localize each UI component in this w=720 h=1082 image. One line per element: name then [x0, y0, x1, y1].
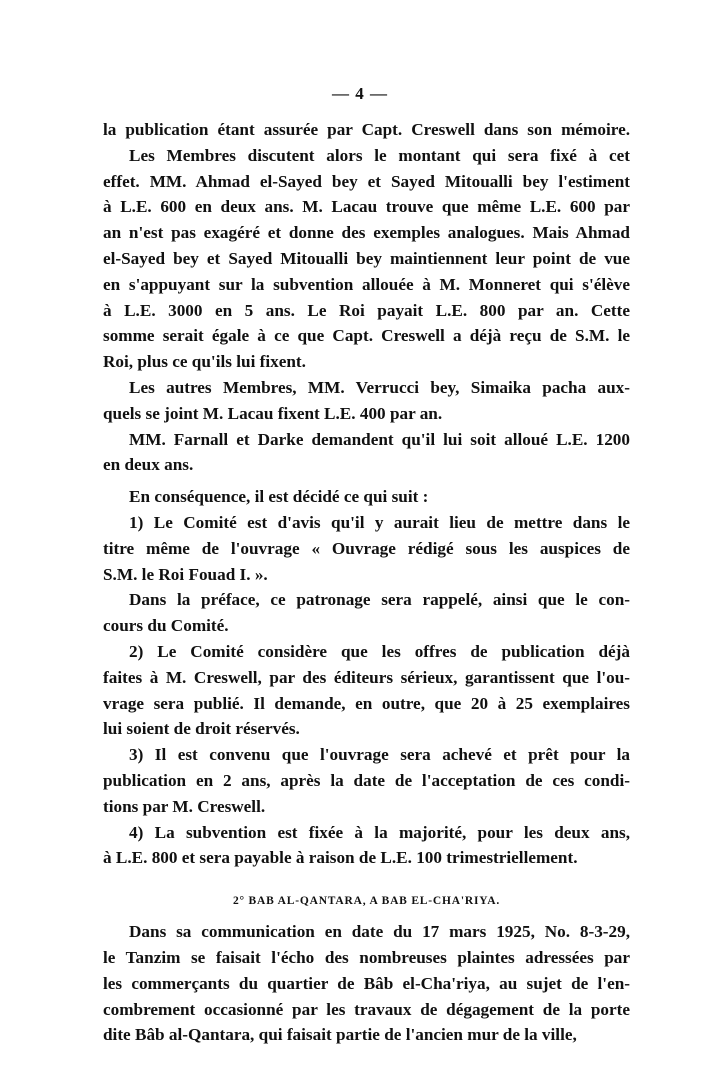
paragraph	[103, 375, 630, 427]
text-line: somme serait égale à ce que Capt. Creswell a déjà reçu de S.M. le	[103, 326, 630, 346]
text-line: la publication étant assurée par Capt. Creswell dans son mémoire.	[103, 120, 630, 139]
text-line: effet. MM. Ahmad el-Sayed bey et Sayed Mitoualli bey l'estiment	[103, 171, 630, 191]
text-line: lui soient de droit réservés.	[103, 719, 300, 739]
text-line: 4) La subvention est fixée à la majorité, pour les deux ans,	[129, 822, 630, 842]
text-line: vrage sera publié. Il demande, en outre, que 20 à 25 exemplaires	[103, 693, 630, 713]
paragraph	[103, 117, 630, 143]
text-line: En conséquence, il est décidé ce qui suit :	[129, 487, 429, 507]
paragraph	[103, 919, 630, 1048]
paragraph	[103, 143, 630, 375]
text-line: Roi, plus ce qu'ils lui fixent.	[103, 352, 306, 372]
section-heading: 2° BAB AL-QANTARA, A BAB EL-CHA'RIYA.	[232, 895, 501, 908]
text-line: en s'appuyant sur la subvention allouée à M. Monneret qui s'élève	[103, 274, 630, 294]
text-line: titre même de l'ouvrage « Ouvrage rédigé sous les auspices de	[103, 538, 630, 558]
text-line: dite Bâb al-Qantara, qui faisait partie de l'ancien mur de la ville,	[103, 1025, 577, 1045]
paragraph	[103, 639, 630, 742]
text-line: cours du Comité.	[103, 616, 229, 636]
paragraph	[103, 510, 630, 587]
text-line: faites à M. Creswell, par des éditeurs sérieux, garantissent que l'ou-	[103, 667, 630, 687]
text-line: S.M. le Roi Fouad I. ».	[103, 564, 268, 584]
text-line: Dans la préface, ce patronage sera rappelé, ainsi que le con-	[129, 590, 630, 610]
text-line: 3) Il est convenu que l'ouvrage sera achevé et prêt pour la	[129, 745, 630, 765]
text-line: 1) Le Comité est d'avis qu'il y aurait lieu de mettre dans le	[129, 512, 630, 532]
paragraph	[103, 427, 630, 479]
text-line: combrement occasionné par les travaux de dégagement de la porte	[103, 999, 630, 1019]
text-line: 2) Le Comité considère que les offres de publication déjà	[129, 641, 630, 661]
text-line: an n'est pas exagéré et donne des exemples analogues. Mais Ahmad	[103, 223, 630, 243]
text-line: les commerçants du quartier de Bâb el-Cha'riya, au sujet de l'en-	[103, 973, 630, 993]
paragraph	[103, 742, 630, 819]
text-line: tions par M. Creswell.	[103, 796, 266, 816]
text-line: à L.E. 3000 en 5 ans. Le Roi payait L.E. 800 par an. Cette	[103, 300, 630, 320]
paragraph	[103, 587, 630, 639]
page-body	[103, 117, 630, 1048]
text-line: Les Membres discutent alors le montant qui sera fixé à cet	[129, 145, 630, 165]
paragraph	[103, 820, 630, 872]
text-line: publication en 2 ans, après la date de l'acceptation de ces condi-	[103, 770, 630, 790]
text-line: à L.E. 600 en deux ans. M. Lacau trouve que même L.E. 600 par	[103, 197, 630, 217]
text-line: el-Sayed bey et Sayed Mitoualli bey maintiennent leur point de vue	[103, 248, 630, 268]
text-line: le Tanzim se faisait l'écho des nombreuses plaintes adressées par	[103, 947, 630, 967]
text-line: en deux ans.	[103, 455, 194, 475]
text-line: Dans sa communication en date du 17 mars 1925, No. 8-3-29,	[129, 922, 630, 942]
text-line: quels se joint M. Lacau fixent L.E. 400 par an.	[103, 403, 443, 423]
page-number: — 4 —	[332, 84, 388, 103]
text-line: à L.E. 800 et sera payable à raison de L.E. 100 trimestriellement.	[103, 848, 578, 868]
text-line: Les autres Membres, MM. Verrucci bey, Simaika pacha aux-	[129, 377, 630, 397]
text-line: MM. Farnall et Darke demandent qu'il lui soit alloué L.E. 1200	[129, 429, 630, 449]
paragraph	[103, 484, 630, 510]
